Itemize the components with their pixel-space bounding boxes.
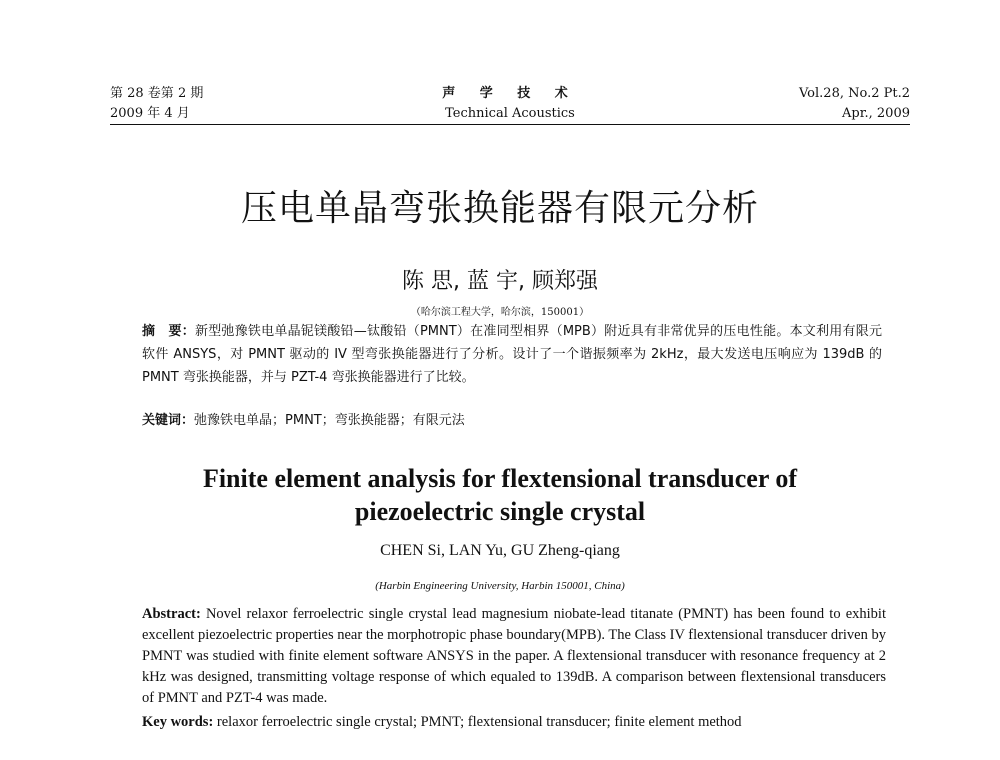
authors-cn: 陈 思, 蓝 宇, 顾郑强: [402, 269, 598, 294]
authors-en: CHEN Si, LAN Yu, GU Zheng-qiang: [380, 542, 620, 559]
keywords-text-en: relaxor ferroelectric single crystal; PMNT; flextensional transducer; finite element method: [213, 714, 742, 730]
journal-name-cn: 声 学 技 术: [442, 86, 578, 101]
keywords-cn: [142, 410, 882, 432]
abstract-label-cn: 摘 要：: [142, 324, 195, 339]
abstract-text-en: Novel relaxor ferroelectric single crystal lead magnesium niobate-lead titanate (PMNT) has been found to exhibit excellent piezoelectric properties near the morphotropic phase boundary(MPB). The Class IV flextensional transducer driven by PMNT was studied with finite element software ANSYS in the paper. A flextensional transducer with resonance frequency at 2 kHz was designed, transmitting voltage response of which equaled to 139dB. A comparison between flextensional transducers of PMNT and PZT-4 was made.: [142, 606, 886, 706]
keywords-label-cn: 关键词：: [142, 413, 195, 428]
paper-title-cn: 压电单晶弯张换能器有限元分析: [240, 188, 759, 229]
header-date-cn: 2009 年 4 月: [110, 106, 190, 121]
keywords-en: [142, 712, 886, 733]
header-volume-en: Vol.28, No.2 Pt.2: [798, 86, 910, 101]
journal-name-en: Technical Acoustics: [445, 106, 575, 121]
keywords-label-en: Key words:: [142, 714, 214, 730]
affiliation-cn: （哈尔滨工程大学，哈尔滨，150001）: [410, 307, 590, 318]
journal-header: [110, 84, 910, 124]
abstract-cn: [142, 320, 882, 389]
abstract-label-en: Abstract:: [142, 606, 201, 622]
header-volume-cn: 第 28 卷第 2 期: [110, 86, 204, 101]
header-rule: [110, 124, 910, 125]
abstract-en: [142, 604, 886, 709]
header-journal-name: [110, 84, 910, 124]
affiliation-en: (Harbin Engineering University, Harbin 150001, China): [375, 580, 625, 592]
paper-title-en: Finite element analysis for flextensional transducer of piezoelectric single crystal: [202, 464, 798, 526]
header-volume-info: [799, 84, 910, 124]
header-date-en: Apr., 2009: [842, 106, 910, 121]
abstract-text-cn: 新型弛豫铁电单晶铌镁酸铅—钛酸铅（PMNT）在准同型相界（MPB）附近具有非常优异的压电性能。本文利用有限元软件 ANSYS，对 PMNT 驱动的 IV 型弯张换能器进行了分析。设计了一个谐振频率为 2kHz，最大发送电压响应为 139dB 的 PMNT 弯张换能器，并与 PZT-4 弯张换能器进行了比较。: [142, 324, 882, 385]
keywords-text-cn: 弛豫铁电单晶；PMNT；弯张换能器；有限元法: [194, 413, 465, 428]
